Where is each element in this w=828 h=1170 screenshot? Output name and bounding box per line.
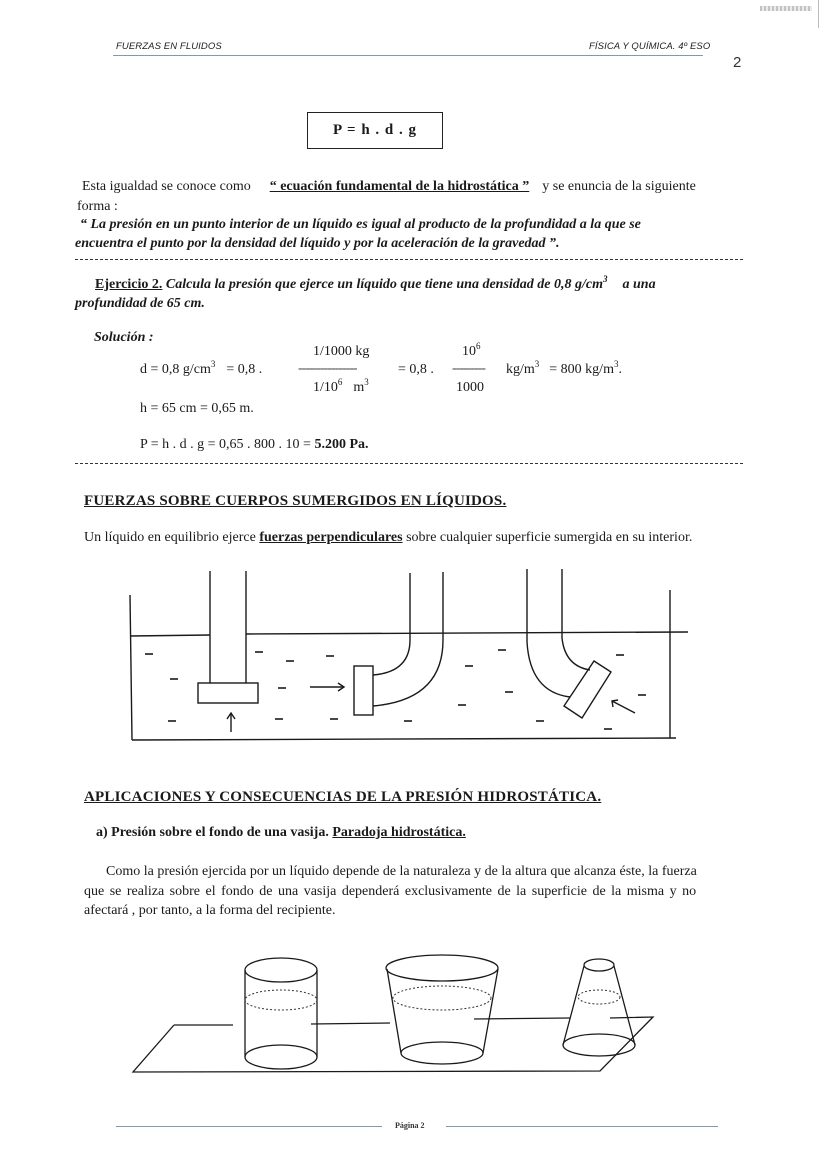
para-line-2: que se realiza sobre el fondo de una vasija dependerá exclusivamente de la superficie de la misma y no: [84, 884, 697, 899]
page-number: 2: [733, 54, 742, 71]
frac1-den-text: 1/10: [313, 380, 338, 395]
para-line-1: Como la presión ejercida por un líquido depende de la naturaleza y de la altura que alcanza éste, la fuerza: [106, 864, 697, 879]
header-right-title: FÍSICA Y QUÍMICA. 4º ESO: [589, 41, 711, 52]
subheading-a-emph: Paradoja hidrostática.: [332, 825, 466, 840]
frac2-num-sup: 6: [476, 341, 481, 351]
para-line-3: afectará , por tanto, a la forma del recipiente.: [84, 903, 336, 918]
statement-line-1: “ La presión en un punto interior de un líquido es igual al producto de la profundidad a la que se: [80, 217, 641, 232]
d-eq1: = 0,8 .: [226, 362, 263, 377]
exercise-text-end: a una: [622, 277, 656, 292]
frac1-den-unit: m: [353, 380, 365, 395]
d-result-end: .: [618, 362, 622, 377]
frac2-num-text: 10: [462, 344, 476, 359]
p-line-prefix: P = h . d . g = 0,65 . 800 . 10 =: [140, 437, 311, 452]
frac1-bar: ----------------: [298, 361, 357, 376]
footer-line-left: [116, 1126, 382, 1127]
d-result-sup: 3: [613, 359, 619, 369]
h-line: h = 65 cm = 0,65 m.: [140, 401, 254, 416]
subheading-a-prefix: a) Presión sobre el fondo de una vasija.: [96, 825, 329, 840]
section1-text-emph: fuerzas perpendiculares: [259, 530, 403, 545]
exercise-text: Calcula la presión que ejerce un líquido que tiene una densidad de 0,8 g/cm: [165, 277, 604, 292]
section-heading-applications: APLICACIONES Y CONSECUENCIAS DE LA PRESIÓN HIDROSTÁTICA.: [84, 789, 602, 805]
solution-label: Solución :: [94, 330, 154, 345]
d-unit-sup: 3: [534, 359, 540, 369]
exercise-line-2: profundidad de 65 cm.: [75, 296, 205, 311]
frac1-den-unit-sup: 3: [364, 377, 369, 387]
frac1-numerator: 1/1000 kg: [313, 344, 370, 359]
d-eq2: = 0,8 .: [398, 362, 434, 377]
header-left-title: FUERZAS EN FLUIDOS: [116, 41, 222, 52]
section-heading-submerged: FUERZAS SOBRE CUERPOS SUMERGIDOS EN LÍQUIDOS.: [84, 493, 507, 509]
intro-prefix: Esta igualdad se conoce como: [82, 179, 251, 194]
p-line-result: 5.200 Pa.: [314, 437, 369, 452]
formula-text: P = h . d . g: [332, 122, 418, 138]
frac2-denominator: 1000: [456, 380, 484, 395]
d-unit: kg/m: [506, 362, 535, 377]
frac1-den-sup: 6: [337, 377, 343, 387]
frac2-bar: ---------: [452, 361, 485, 376]
section1-text-suffix: sobre cualquier superficie sumergida en su interior.: [406, 530, 693, 545]
statement-line-2: encuentra el punto por la densidad del líquido y por la aceleración de la gravedad ”.: [75, 236, 560, 251]
d-lhs-sup: 3: [210, 359, 216, 369]
d-lhs-text: d = 0,8 g/cm: [140, 362, 211, 377]
footer-line-right: [446, 1126, 718, 1127]
d-result-text: = 800 kg/m: [549, 362, 614, 377]
intro-term: “ ecuación fundamental de la hidrostática ”: [269, 179, 530, 194]
section1-text-prefix: Un líquido en equilibrio ejerce: [84, 530, 256, 545]
exercise-sup: 3: [603, 274, 608, 284]
intro-suffix: y se enuncia de la siguiente: [542, 179, 696, 194]
footer-page-label: Página 2: [395, 1121, 425, 1130]
exercise-label: Ejercicio 2.: [95, 277, 163, 292]
intro-line-2: forma :: [77, 199, 118, 214]
